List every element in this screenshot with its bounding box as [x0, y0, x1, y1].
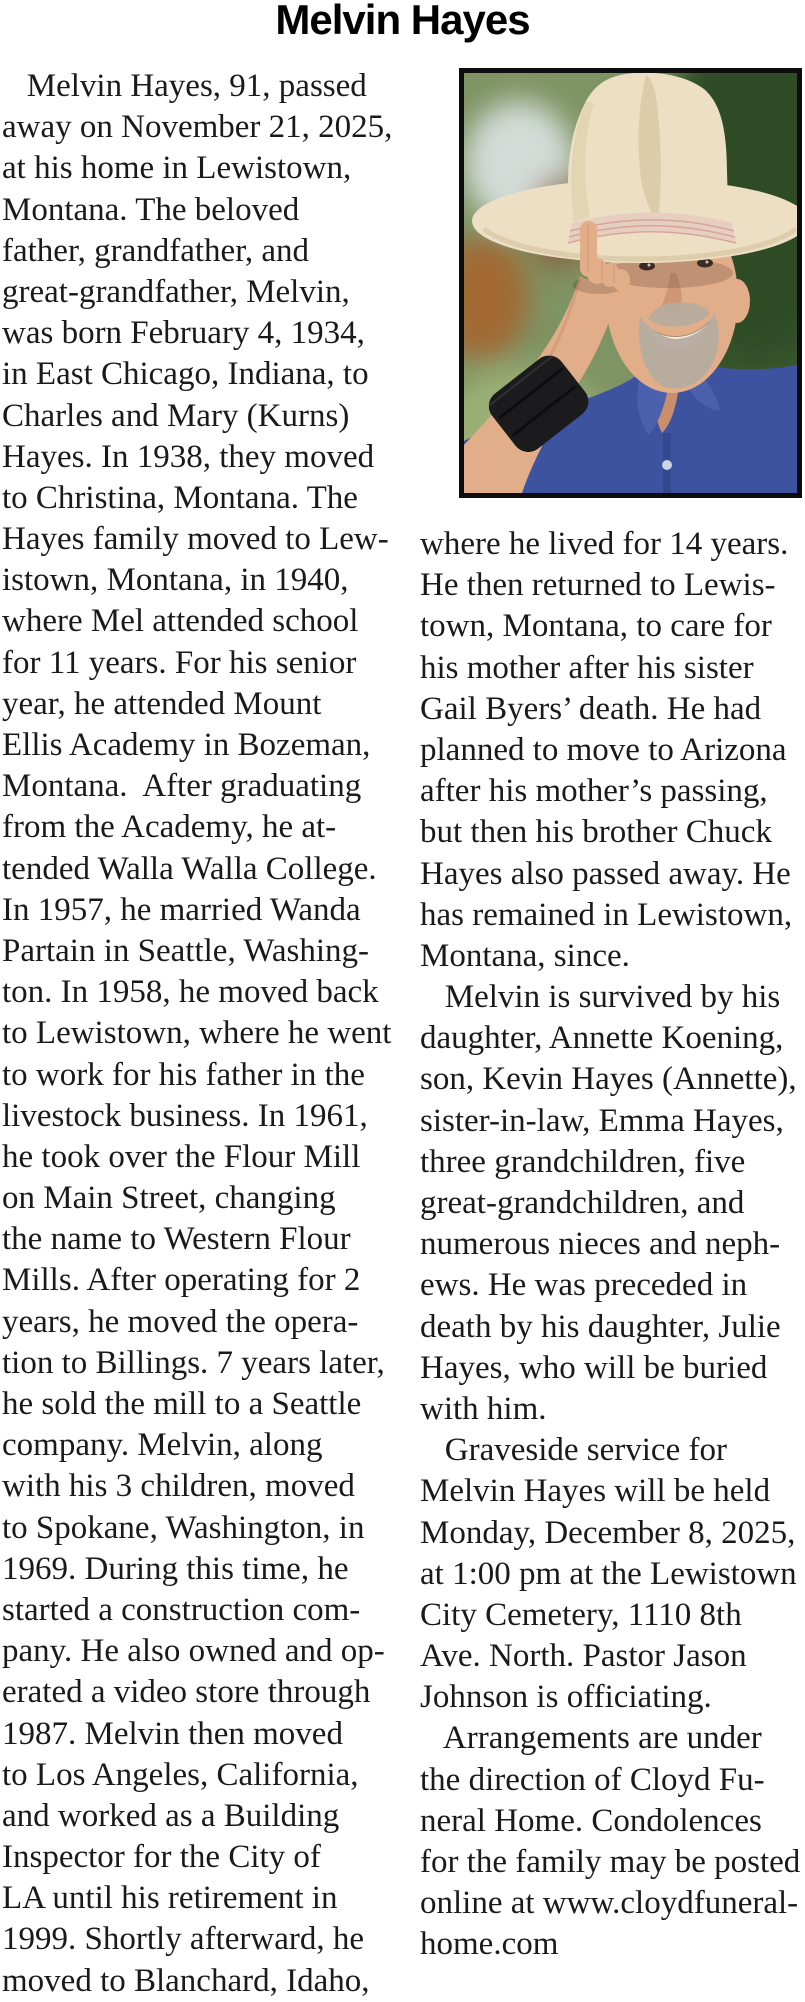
- text-line: from the Academy, he at-: [2, 809, 337, 846]
- text-line: Melvin is survived by his: [420, 979, 781, 1016]
- text-line: started a construction com-: [2, 1591, 361, 1628]
- text-line: Gail Byers’ death. He had: [420, 690, 762, 727]
- text-line: the direction of Cloyd Fu-: [420, 1761, 765, 1798]
- text-line: has remained in Lewistown,: [420, 896, 793, 933]
- obituary-right-column: [420, 524, 805, 1966]
- text-line: Melvin Hayes, 91, passed: [2, 68, 367, 104]
- text-line: daughter, Annette Koening,: [420, 1020, 784, 1057]
- text-line: Hayes. In 1938, they moved: [2, 438, 375, 475]
- text-line: Montana, since.: [420, 937, 630, 974]
- text-line: livestock business. In 1961,: [2, 1097, 368, 1134]
- text-line: Charles and Mary (Kurns): [2, 397, 350, 434]
- text-line: where he lived for 14 years.: [420, 526, 789, 562]
- text-line: was born February 4, 1934,: [2, 315, 365, 352]
- text-line: pany. He also owned and op-: [2, 1633, 385, 1670]
- text-line: Hayes family moved to Lew-: [2, 521, 389, 558]
- text-line: moved to Blanchard, Idaho,: [2, 1962, 370, 1999]
- text-line: to Spokane, Washington, in: [2, 1509, 365, 1546]
- text-line: Johnson is officiating.: [420, 1679, 712, 1716]
- text-line: the name to Western Flour: [2, 1221, 351, 1258]
- text-line: ton. In 1958, he moved back: [2, 974, 379, 1011]
- text-line: great-grandchildren, and: [420, 1185, 745, 1221]
- text-line: neral Home. Condolences: [420, 1802, 762, 1839]
- text-line: away on November 21, 2025,: [2, 109, 393, 146]
- text-line: Hayes also passed away. He: [420, 855, 791, 892]
- text-line: erated a video store through: [2, 1674, 371, 1711]
- text-line: He then returned to Lewis-: [420, 567, 776, 604]
- text-line: Graveside service for: [420, 1432, 727, 1469]
- text-line: Inspector for the City of: [2, 1839, 321, 1876]
- text-line: Arrangements are under: [420, 1720, 762, 1757]
- text-line: Monday, December 8, 2025,: [420, 1514, 796, 1551]
- text-line: in East Chicago, Indiana, to: [2, 356, 369, 393]
- text-line: tion to Billings. 7 years later,: [2, 1344, 385, 1381]
- text-line: company. Melvin, along: [2, 1427, 323, 1464]
- text-line: Melvin Hayes will be held: [420, 1473, 771, 1510]
- text-line: Mills. After operating for 2: [2, 1262, 361, 1299]
- text-line: to Los Angeles, California,: [2, 1756, 359, 1793]
- text-line: Hayes, who will be buried: [420, 1349, 768, 1386]
- text-line: planned to move to Arizona: [420, 731, 787, 768]
- text-line: 1987. Melvin then moved: [2, 1715, 343, 1752]
- text-line: 1969. During this time, he: [2, 1550, 349, 1587]
- text-line: home.com: [420, 1926, 559, 1963]
- text-line: for the family may be posted: [420, 1844, 801, 1880]
- text-line: to work for his father in the: [2, 1056, 365, 1093]
- shirt-button: [662, 460, 672, 470]
- text-line: online at www.cloydfuneral-: [420, 1885, 799, 1922]
- text-line: at 1:00 pm at the Lewistown: [420, 1555, 797, 1592]
- text-line: LA until his retirement in: [2, 1880, 338, 1917]
- text-line: ews. He was preceded in: [420, 1267, 748, 1304]
- text-line: Ave. North. Pastor Jason: [420, 1638, 747, 1675]
- obituary-left-column: [2, 66, 402, 2002]
- text-line: Montana. After graduating: [2, 768, 362, 805]
- portrait-photo: [459, 68, 802, 498]
- text-line: istown, Montana, in 1940,: [2, 562, 349, 599]
- text-line: Ellis Academy in Bozeman,: [2, 727, 371, 763]
- text-line: son, Kevin Hayes (Annette),: [420, 1061, 797, 1098]
- text-line: but then his brother Chuck: [420, 814, 772, 851]
- text-line: Montana. The beloved: [2, 191, 300, 228]
- text-line: numerous nieces and neph-: [420, 1226, 781, 1263]
- text-line: three grandchildren, five: [420, 1143, 746, 1180]
- text-line: on Main Street, changing: [2, 1180, 336, 1217]
- text-line: he took over the Flour Mill: [2, 1138, 361, 1175]
- text-line: year, he attended Mount: [2, 685, 322, 722]
- text-line: with his 3 children, moved: [2, 1468, 355, 1505]
- page-title: Melvin Hayes: [275, 0, 530, 43]
- text-line: sister-in-law, Emma Hayes,: [420, 1102, 784, 1139]
- text-line: to Lewistown, where he went: [2, 1015, 392, 1052]
- text-line: death by his daughter, Julie: [420, 1308, 781, 1345]
- text-line: with him.: [420, 1390, 547, 1427]
- text-line: In 1957, he married Wanda: [2, 891, 361, 928]
- text-line: years, he moved the opera-: [2, 1303, 359, 1340]
- text-line: town, Montana, to care for: [420, 608, 772, 645]
- text-line: to Christina, Montana. The: [2, 479, 358, 516]
- text-line: father, grandfather, and: [2, 232, 310, 269]
- text-line: where Mel attended school: [2, 603, 359, 640]
- text-line: at his home in Lewistown,: [2, 150, 352, 187]
- text-line: 1999. Shortly afterward, he: [2, 1921, 364, 1958]
- text-line: his mother after his sister: [420, 649, 754, 686]
- text-line: great-grandfather, Melvin,: [2, 273, 350, 310]
- text-line: he sold the mill to a Seattle: [2, 1386, 362, 1422]
- ear: [724, 279, 750, 323]
- text-line: and worked as a Building: [2, 1797, 340, 1834]
- text-line: Partain in Seattle, Washing-: [2, 932, 369, 969]
- text-line: tended Walla Walla College.: [2, 850, 377, 887]
- text-line: City Cemetery, 1110 8th: [420, 1596, 742, 1633]
- text-line: for 11 years. For his senior: [2, 644, 357, 681]
- text-line: after his mother’s passing,: [420, 773, 768, 810]
